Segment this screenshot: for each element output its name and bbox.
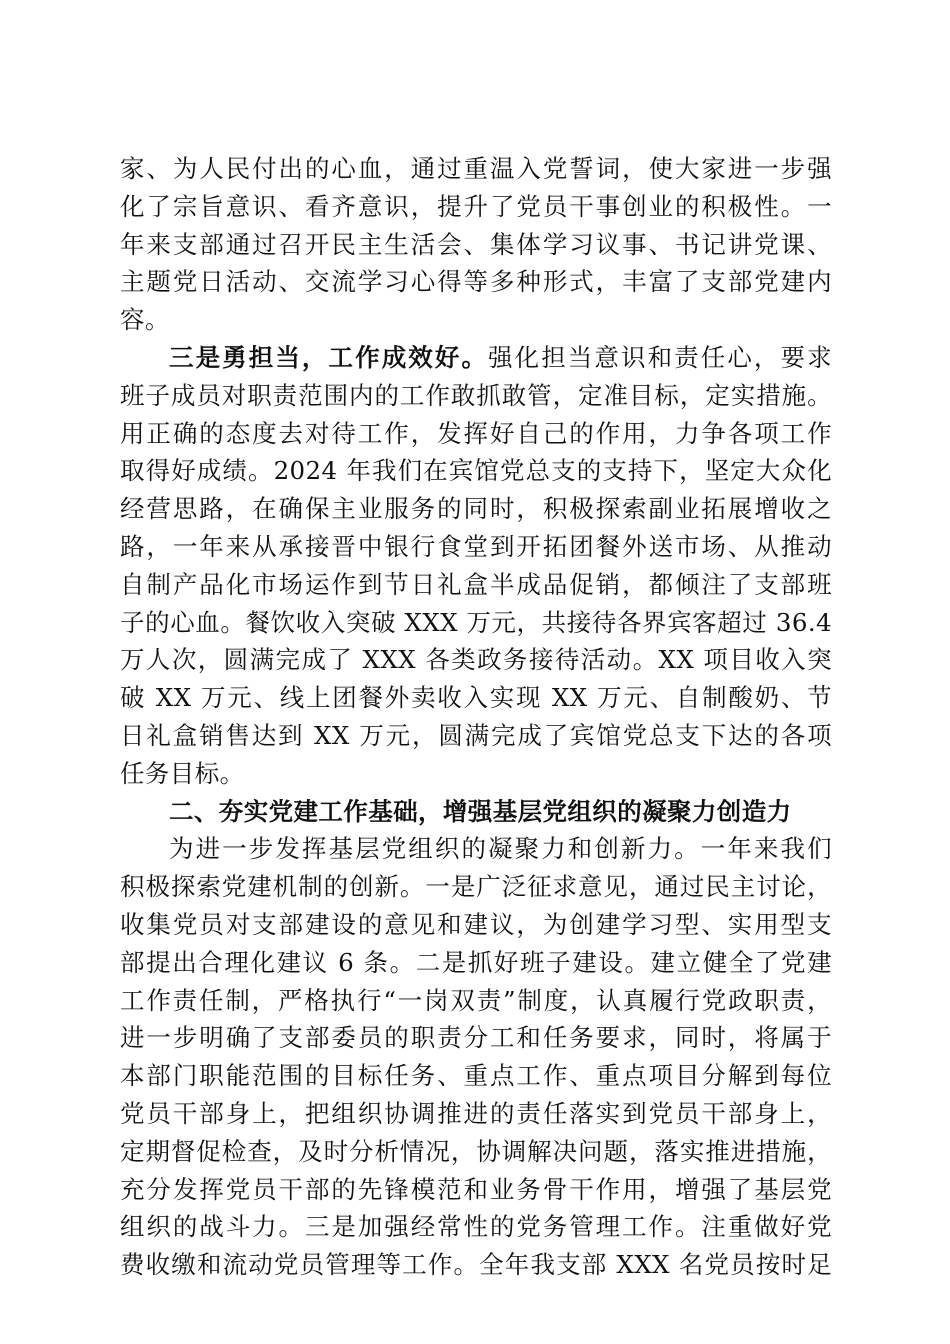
text-line: 年来支部通过召开民主生活会、集体学习议事、书记讲党课、	[120, 229, 832, 259]
text-line: 用正确的态度去对待工作，发挥好自己的作用，力争各项工作	[120, 418, 832, 448]
text-line: 取得好成绩。2024 年我们在宾馆党总支的支持下，坚定大众化	[120, 456, 832, 486]
text-line: 部提出合理化建议 6 条。二是抓好班子建设。建立健全了党建	[120, 947, 832, 977]
text-line: 组织的战斗力。三是加强经常性的党务管理工作。注重做好党	[120, 1212, 832, 1242]
body-text	[120, 150, 832, 1284]
text-line: 主题党日活动、交流学习心得等多种形式，丰富了支部党建内	[120, 267, 832, 297]
text-line: 化了宗旨意识、看齐意识，提升了党员干事创业的积极性。一	[120, 191, 832, 221]
text-line: 自制产品化市场运作到节日礼盒半成品促销，都倾注了支部班	[120, 569, 832, 599]
text-line: 党员干部身上，把组织协调推进的责任落实到党员干部身上，	[120, 1098, 832, 1128]
paragraph-first-line	[120, 339, 832, 377]
text-line: 破 XX 万元、线上团餐外卖收入实现 XX 万元、自制酸奶、节	[120, 683, 832, 713]
text-line: 工作责任制，严格执行“一岗双责”制度，认真履行党政职责，	[120, 985, 832, 1015]
text-line: 容。	[120, 305, 170, 335]
section-heading: 二、夯实党建工作基础，增强基层党组织的凝聚力创造力	[169, 796, 792, 826]
text-line: 路，一年来从承接晋中银行食堂到开拓团餐外送市场、从推动	[120, 531, 832, 561]
text-line: 本部门职能范围的目标任务、重点工作、重点项目分解到每位	[120, 1061, 832, 1091]
text-run: 强化担当意识和责任心，要求	[488, 342, 832, 372]
text-line: 积极探索党建机制的创新。一是广泛征求意见，通过民主讨论，	[120, 872, 832, 902]
text-line: 充分发挥党员干部的先锋模范和业务骨干作用，增强了基层党	[120, 1174, 832, 1204]
text-line: 子的心血。餐饮收入突破 XXX 万元，共接待各界宾客超过 36.4	[120, 607, 832, 637]
paragraph-first-line: 为进一步发挥基层党组织的凝聚力和创新力。一年来我们	[169, 834, 832, 864]
text-line: 定期督促检查，及时分析情况，协调解决问题，落实推进措施，	[120, 1136, 832, 1166]
text-line: 万人次，圆满完成了 XXX 各类政务接待活动。XX 项目收入突	[120, 645, 832, 675]
text-line: 进一步明确了支部委员的职责分工和任务要求，同时，将属于	[120, 1023, 832, 1053]
text-line: 费收缴和流动党员管理等工作。全年我支部 XXX 名党员按时足	[120, 1250, 832, 1280]
text-line: 班子成员对职责范围内的工作敢抓敢管，定准目标，定实措施。	[120, 380, 832, 410]
text-line: 经营思路，在确保主业服务的同时，积极探索副业拓展增收之	[120, 494, 832, 524]
text-line: 收集党员对支部建设的意见和建议，为创建学习型、实用型支	[120, 909, 832, 939]
text-line: 任务目标。	[120, 758, 245, 788]
section-lead-heading: 三是勇担当，工作成效好。	[169, 342, 489, 372]
text-line: 家、为人民付出的心血，通过重温入党誓词，使大家进一步强	[120, 154, 832, 183]
text-line: 日礼盒销售达到 XX 万元，圆满完成了宾馆党总支下达的各项	[120, 720, 832, 750]
